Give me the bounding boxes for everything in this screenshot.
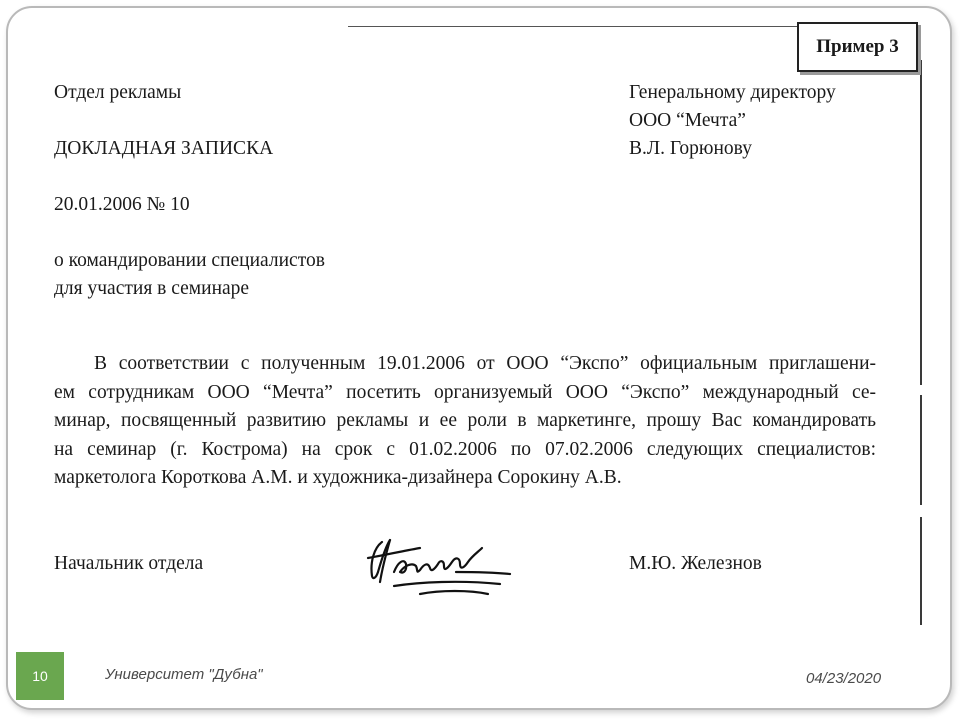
sender-department: Отдел рекламы	[54, 82, 182, 103]
addressee-line-1: Генеральному директору	[629, 82, 836, 103]
slide-number: 10	[32, 668, 48, 684]
addressee-line-3: В.Л. Горюнову	[629, 138, 752, 159]
subject-line-1: о командировании специалистов	[54, 250, 325, 271]
document-right-rule	[920, 60, 922, 625]
document-type-heading: ДОКЛАДНАЯ ЗАПИСКА	[54, 138, 274, 159]
signer-position: Начальник отдела	[54, 553, 204, 574]
example-label-box	[797, 22, 918, 72]
document-right-rule-gap	[920, 385, 922, 395]
footer-institution: Университет "Дубна"	[105, 666, 263, 683]
date-and-number: 20.01.2006 № 10	[54, 194, 190, 215]
signature-image	[360, 528, 530, 608]
memo-body	[54, 350, 876, 493]
document-top-rule	[348, 26, 800, 27]
memo-body-line: В соответствии с полученным 19.01.2006 от ООО “Экспо” официальным приглашени-	[94, 353, 876, 374]
example-label: Пример 3	[816, 36, 899, 57]
footer-date: 04/23/2020	[806, 670, 882, 687]
slide-number-badge	[16, 652, 64, 700]
subject-line-2: для участия в семинаре	[54, 278, 250, 299]
memo-body-line: на семинар (г. Кострома) на срок с 01.02.2006 по 07.02.2006 следующих специалистов:	[54, 438, 876, 460]
addressee-line-2: ООО “Мечта”	[629, 110, 746, 131]
signer-name: М.Ю. Железнов	[629, 553, 762, 574]
memo-body-line: ем сотрудникам ООО “Мечта” посетить организуемый ООО “Экспо” международный се-	[54, 381, 876, 403]
document-right-rule-gap	[920, 505, 922, 517]
memo-body-line: маркетолога Короткова А.М. и художника-дизайнера Сорокину А.В.	[54, 467, 622, 488]
memo-body-line: минар, посвященный развитию рекламы и ее роли в маркетинге, прошу Вас командировать	[54, 410, 876, 431]
